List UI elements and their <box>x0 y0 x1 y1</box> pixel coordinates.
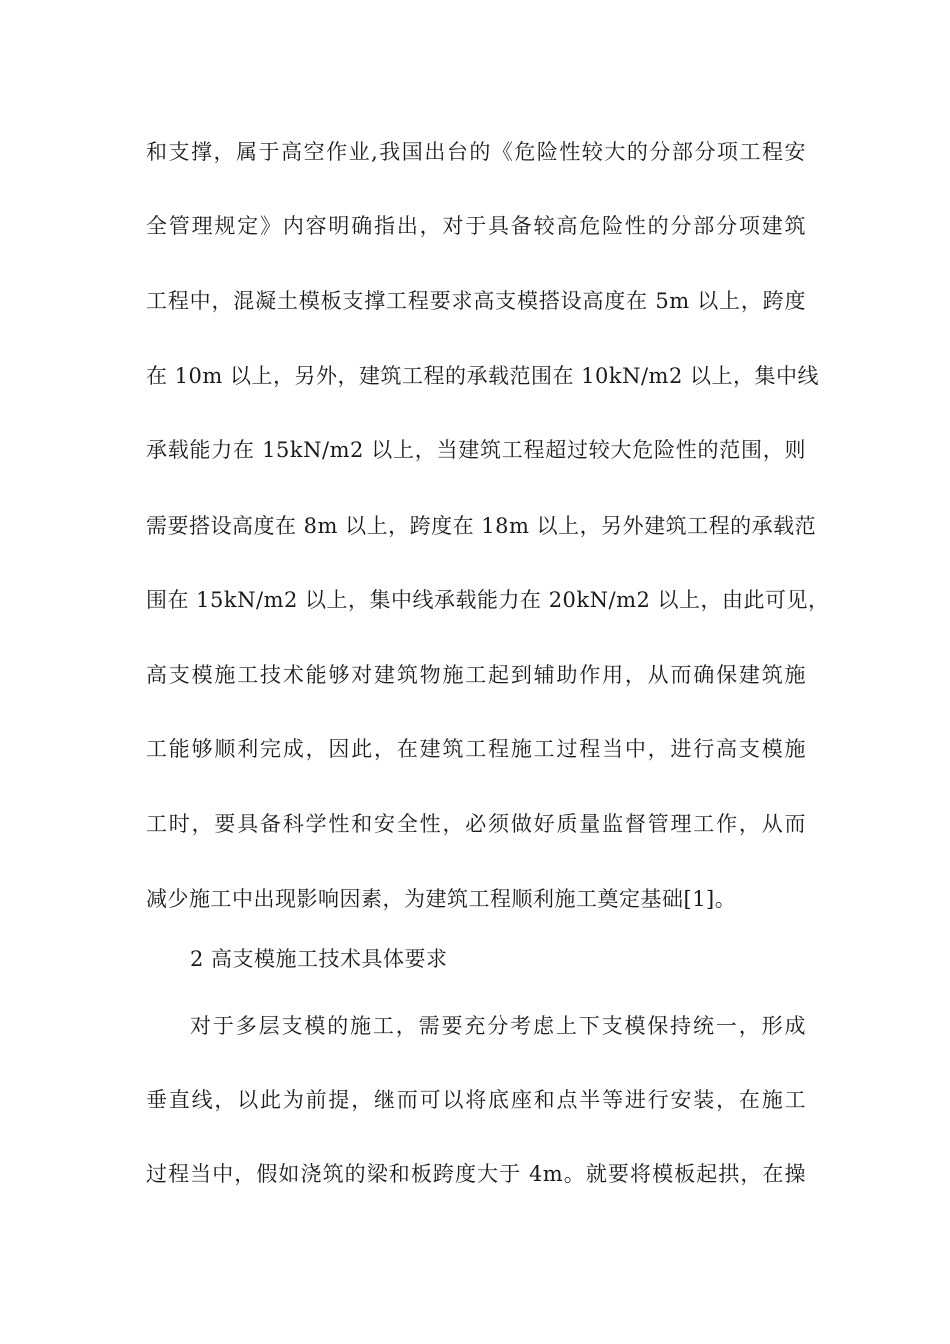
text-line: 工程中，混凝土模板支撑工程要求高支模搭设高度在 5m 以上，跨度 <box>146 289 806 313</box>
text-line: 垂直线，以此为前提，继而可以将底座和点半等进行安装，在施工 <box>146 1088 806 1112</box>
text-line: 需要搭设高度在 8m 以上，跨度在 18m 以上，另外建筑工程的承载范 <box>146 514 817 538</box>
text-line: 对于多层支模的施工，需要充分考虑上下支模保持统一，形成 <box>190 1014 806 1038</box>
text-line: 全管理规定》内容明确指出，对于具备较高危险性的分部分项建筑 <box>146 214 806 238</box>
text-line: 和支撑，属于高空作业,我国出台的《危险性较大的分部分项工程安 <box>146 140 806 164</box>
text-line: 减少施工中出现影响因素，为建筑工程顺利施工奠定基础[1]。 <box>146 887 737 911</box>
text-line: 高支模施工技术能够对建筑物施工起到辅助作用，从而确保建筑施 <box>146 663 806 687</box>
text-line: 过程当中，假如浇筑的梁和板跨度大于 4m。就要将模板起拱，在操 <box>146 1162 806 1186</box>
text-line: 承载能力在 15kN/m2 以上，当建筑工程超过较大危险性的范围，则 <box>146 438 806 462</box>
text-line: 在 10m 以上，另外，建筑工程的承载范围在 10kN/m2 以上，集中线 <box>146 364 820 388</box>
section-heading: 2 高支模施工技术具体要求 <box>190 947 448 971</box>
text-line: 围在 15kN/m2 以上，集中线承载能力在 20kN/m2 以上，由此可见， <box>146 588 830 612</box>
text-line: 工时，要具备科学性和安全性，必须做好质量监督管理工作，从而 <box>146 812 806 836</box>
text-line: 工能够顺利完成，因此，在建筑工程施工过程当中，进行高支模施 <box>146 737 806 761</box>
